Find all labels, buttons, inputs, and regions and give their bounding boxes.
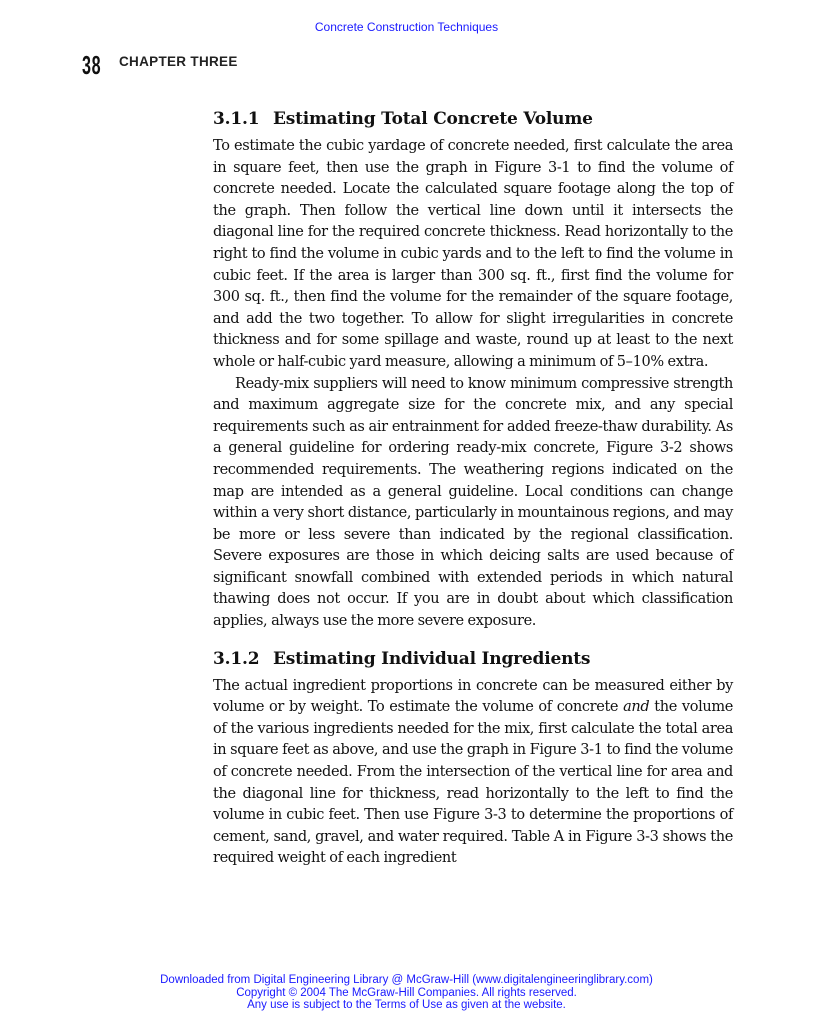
footer-download-link[interactable]: Downloaded from Digital Engineering Library @ McGraw-Hill (www.digitalengineeringlibrary.com) bbox=[160, 974, 653, 986]
emphasis-text: and bbox=[623, 699, 650, 716]
section-number: 3.1.1 bbox=[213, 109, 260, 129]
section-number: 3.1.2 bbox=[213, 648, 260, 669]
page-body bbox=[213, 105, 733, 870]
chapter-label: CHAPTER THREE bbox=[119, 54, 238, 69]
section-2-paragraph-1 bbox=[213, 676, 733, 870]
page-number: 38 bbox=[82, 50, 102, 80]
download-footer bbox=[0, 974, 813, 1012]
section-1-paragraph-1: To estimate the cubic yardage of concrete needed, first calculate the area in square feet, then use the graph in Figure 3-1 to find the volume of concrete needed. Locate the calculated square footage along the top of the graph. Then follow the vertical line down until it intersects the diagonal line for the required concrete thickness. Read horizontally to the right to find the volume in cubic yards and to the left to find the volume in cubic feet. If the area is larger than 300 sq. ft., first find the volume for 300 sq. ft., then find the volume for the remainder of the square footage, and add the two together. To allow for slight irregularities in concrete thickness and for some spillage and waste, round up at least to the next whole or half-cubic yard measure, allowing a minimum of 5–10% extra. bbox=[213, 138, 733, 370]
footer-terms-link[interactable]: Any use is subject to the Terms of Use as given at the website. bbox=[247, 999, 566, 1011]
paragraph-text: the volume of the various ingredients needed for the mix, first calculate the total area in square feet as above, and use the graph in Figure 3-1 to find the volume of concrete needed. From the intersection of the vertical line for area and the diagonal line for thickness, read horizontally to the left to find the volume in cubic feet. Then use Figure 3-3 to determine the proportions of cement, sand, gravel, and water required. Table A in Figure 3-3 shows the required weight of each ingredient bbox=[213, 699, 733, 867]
section-title: Estimating Total Concrete Volume bbox=[273, 109, 593, 129]
footer-copyright: Copyright © 2004 The McGraw-Hill Companies. All rights reserved. bbox=[236, 986, 577, 999]
section-heading-3-1-2 bbox=[213, 647, 733, 671]
section-1-paragraph-2: Ready-mix suppliers will need to know minimum compressive strength and maximum aggregate size for the concrete mix, and any special requirements such as air entrainment for added freeze-thaw durability. As a general guideline for ordering ready-mix concrete, Figure 3-2 shows recommended requirements. The weathering regions indicated on the map are intended as a general guideline. Local conditions can change within a very short distance, particularly in mountainous regions, and may be more or less severe than indicated by the regional classification. Severe exposures are those in which deicing salts are used because of significant snowfall combined with extended periods in which natural thawing does not occur. If you are in doubt about which classification applies, always use the more severe exposure. bbox=[213, 375, 733, 630]
section-title: Estimating Individual Ingredients bbox=[273, 648, 591, 669]
section-heading-3-1-1 bbox=[213, 107, 733, 131]
paragraph-text: The actual ingredient proportions in concrete can be measured either by volume or by weight. To estimate the volume of concrete bbox=[213, 677, 733, 716]
book-title-link[interactable]: Concrete Construction Techniques bbox=[314, 20, 499, 34]
